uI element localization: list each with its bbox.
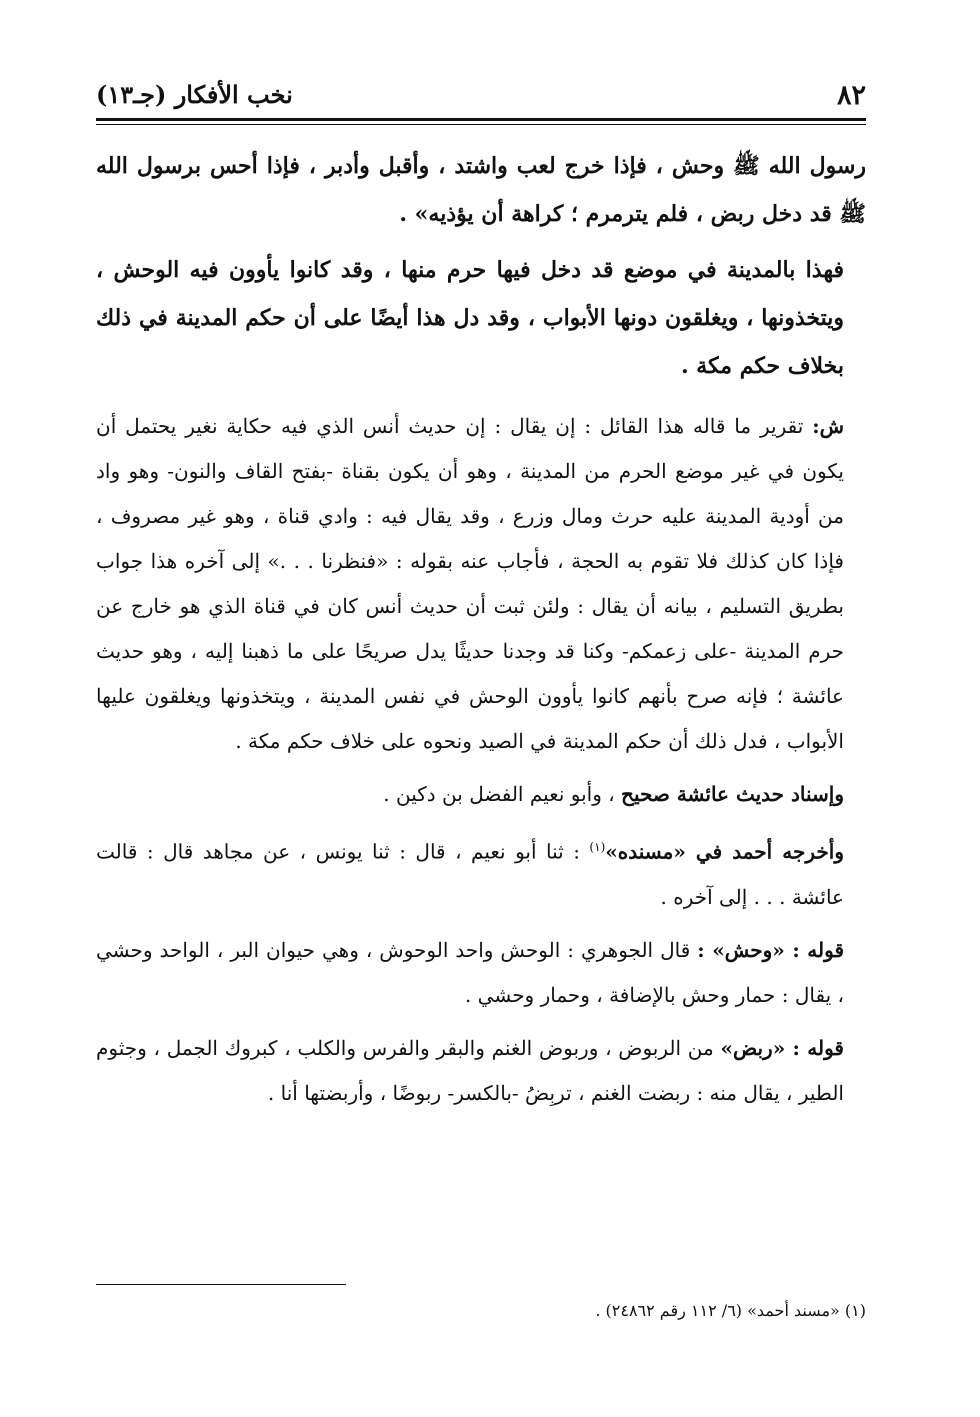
takhrij-paragraph — [96, 825, 866, 920]
definition-rabad-text: من الربوض ، وربوض الغنم والبقر والفرس والكلب ، كبروك الجمل ، وجثوم الطير ، يقال منه : ربضت الغنم ، تربِضُ -بالكسر- ربوضًا ، وأربضتها أنا . — [96, 1035, 844, 1105]
definition-wahsh-bold: قوله : «وحش» : — [697, 937, 845, 962]
definition-rabad-paragraph — [96, 1026, 866, 1116]
book-page — [96, 70, 866, 1370]
isnad-paragraph — [96, 772, 866, 817]
header-rule-thick — [96, 118, 866, 121]
hadith-text-paragraph-1: رسول الله ﷺ وحش ، فإذا خرج لعب واشتد ، وأقبل وأدبر ، فإذا أحس برسول الله ﷺ قد دخل ربض ، فلم يترمرم ؛ كراهة أن يؤذيه» . — [96, 153, 866, 227]
definition-wahsh-text: قال الجوهري : الوحش واحد الوحوش ، وهي حيوان البر ، الواحد وحشي ، يقال : حمار وحش بالإضافة ، وحمار وحشي . — [96, 937, 844, 1007]
isnad-bold: وإسناد حديث عائشة صحيح — [621, 782, 844, 806]
page-number: ٨٢ — [836, 80, 866, 111]
page-header — [96, 70, 866, 110]
commentary-paragraph-1 — [96, 404, 866, 764]
definition-wahsh-paragraph — [96, 928, 866, 1018]
running-title: نخب الأفكار (جـ١٣) — [96, 80, 293, 109]
footnote-ref: (١) — [589, 840, 606, 854]
hadith-text-paragraph-2: فهذا بالمدينة في موضع قد دخل فيها حرم منها ، وقد كانوا يأوون فيه الوحش ، ويتخذونها ، ويغلقون دونها الأبواب ، وقد دل هذا أيضًا على أن حكم المدينة في ذلك بخلاف حكم مكة . — [96, 257, 844, 379]
isnad-text: ، وأبو نعيم الفضل بن دكين . — [383, 782, 622, 806]
page-body — [96, 142, 866, 1116]
definition-rabad-bold: قوله : «ربض» — [720, 1035, 844, 1060]
takhrij-text: : ثنا أبو نعيم ، قال : ثنا يونس ، عن مجاهد قال : قالت عائشة . . . إلى آخره . — [96, 839, 844, 909]
takhrij-bold: وأخرجه أحمد في «مسنده» — [605, 839, 844, 864]
footnote-rule — [96, 1284, 346, 1285]
footnote: (١) «مسند أحمد» (٦/ ١١٢ رقم ٢٤٨٦٢) . — [595, 1301, 866, 1320]
header-rule-thin — [96, 124, 866, 125]
commentary-marker: ش: — [812, 414, 844, 438]
commentary-text: تقرير ما قاله هذا القائل : إن يقال : إن حديث أنس الذي فيه حكاية نغير يحتمل أن يكون في غير موضع الحرم من المدينة ، وهو أن يكون بقناة -بفتح القاف والنون- وهو واد من أودية المدينة عليه حرث ومال وزرع ، وقد يقال فيه : وادي قناة ، وهو غير مصروف ، فإذا كان كذلك فلا تقوم به الحجة ، فأجاب عنه بقوله : «فنظرنا . . .» إلى آخره هذا جواب بطريق التسليم ، بيانه أن يقال : ولئن ثبت أن حديث أنس كان في قناة الذي هو خارج عن حرم المدينة -على زعمكم- وكنا قد وجدنا حديثًا يدل صريحًا على ما ذهبنا إليه ، وهو حديث عائشة ؛ فإنه صرح بأنهم كانوا يأوون الوحش في نفس المدينة ، ويتخذونها ويغلقون عليها الأبواب ، فدل ذلك أن حكم المدينة في الصيد ونحوه على خلاف حكم مكة . — [96, 414, 844, 753]
